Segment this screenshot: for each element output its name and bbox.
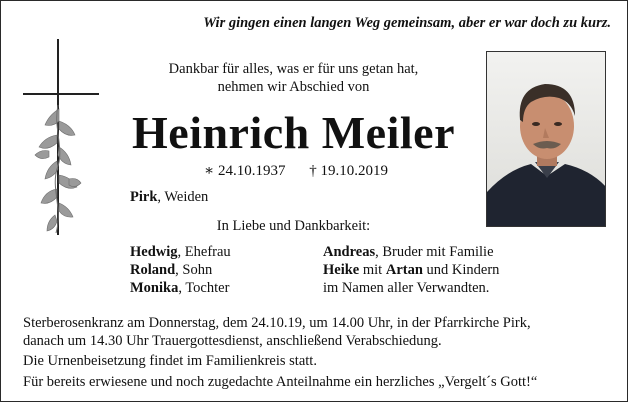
birth-symbol: ∗ bbox=[204, 163, 215, 179]
cross-with-ivy-icon bbox=[19, 39, 103, 235]
notice-line-3: Die Urnenbeisetzung findet im Familienkreis statt. bbox=[23, 353, 317, 369]
death-symbol: † bbox=[309, 163, 317, 179]
family-list-right bbox=[323, 243, 499, 297]
member-name: Andreas bbox=[323, 244, 376, 260]
member-relation: , Sohn bbox=[175, 262, 213, 278]
family-member bbox=[130, 279, 231, 297]
birth-date-value: 24.10.1937 bbox=[217, 163, 286, 179]
intro-line-1: Dankbar für alles, was er für uns getan hat, bbox=[168, 61, 419, 77]
death-date bbox=[309, 163, 388, 179]
member-name: Hedwig bbox=[130, 244, 178, 260]
family-member bbox=[130, 243, 231, 261]
family-member bbox=[323, 243, 499, 261]
motto: Wir gingen einen langen Weg gemeinsam, aber er war doch zu kurz. bbox=[203, 15, 611, 31]
notice-line-2: danach um 14.30 Uhr Trauergottesdienst, anschließend Verabschiedung. bbox=[23, 332, 442, 349]
notice-line-4: Für bereits erwiesene und noch zugedachte Anteilnahme ein herzliches „Vergelt´s Gott!“ bbox=[23, 373, 538, 390]
family-list-left bbox=[130, 243, 231, 297]
deceased-name: Heinrich Meiler bbox=[132, 107, 455, 158]
member-name: Roland bbox=[130, 262, 176, 278]
member-relation: , Tochter bbox=[178, 280, 230, 296]
death-date-value: 19.10.2019 bbox=[320, 163, 388, 179]
portrait-image bbox=[487, 52, 606, 227]
member-relation: , Ehefrau bbox=[177, 244, 231, 260]
portrait-photo bbox=[486, 51, 606, 227]
intro-text bbox=[126, 61, 461, 96]
residence-town: Pirk bbox=[130, 189, 158, 205]
member-relation: , Bruder mit Familie bbox=[375, 244, 494, 260]
family-closing: im Namen aller Verwandten. bbox=[323, 280, 490, 296]
member-name: Heike bbox=[323, 262, 360, 278]
residence-region: , Weiden bbox=[157, 189, 209, 205]
family-member bbox=[323, 261, 499, 279]
notice-line-1: Sterberosenkranz am Donnerstag, dem 24.10.19, um 14.00 Uhr, in der Pfarrkirche Pirk, bbox=[23, 315, 531, 331]
member-connector: mit bbox=[359, 262, 386, 278]
member-name: Artan bbox=[385, 262, 423, 278]
life-dates bbox=[121, 161, 471, 180]
service-notice bbox=[23, 315, 613, 391]
gratitude-heading: In Liebe und Dankbarkeit: bbox=[216, 218, 371, 234]
birth-date bbox=[204, 163, 285, 179]
family-member bbox=[130, 261, 231, 279]
residence bbox=[130, 189, 208, 206]
member-name: Monika bbox=[130, 280, 179, 296]
member-relation: und Kindern bbox=[422, 262, 500, 278]
intro-line-2: nehmen wir Abschied von bbox=[217, 78, 370, 95]
